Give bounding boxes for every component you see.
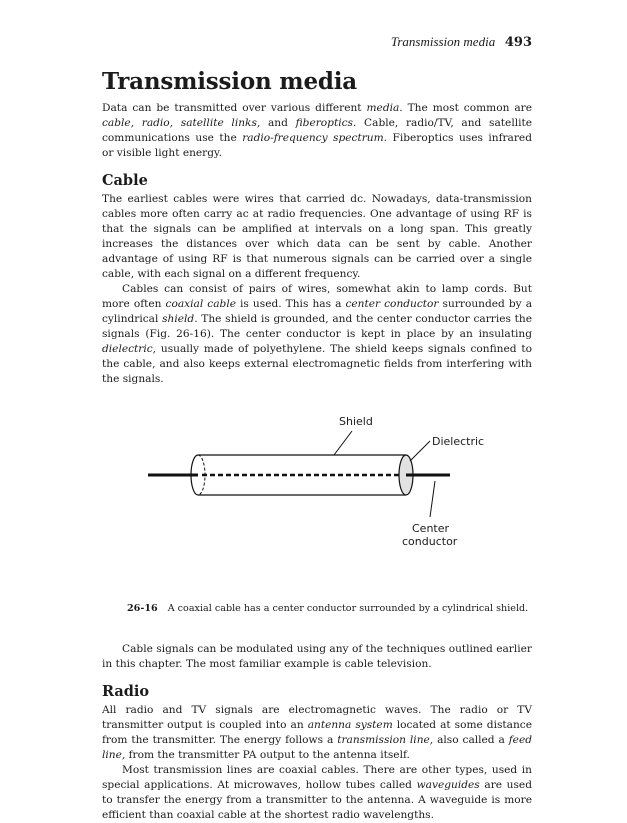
dielectric-leader-line: [410, 441, 430, 461]
emphasized-term: fiberoptics.: [295, 117, 357, 129]
coax-figure: [102, 413, 532, 593]
radio-paragraph-1: [102, 703, 532, 763]
emphasized-term: media.: [366, 102, 403, 114]
cable-paragraph-2: [102, 282, 532, 387]
center-label-line1: Center: [412, 522, 450, 535]
text-run: All radio and TV signals are electromagnetic waves. The radio or TV transmitter output is coupled into an: [102, 704, 532, 731]
figure-caption: [127, 601, 532, 616]
dielectric-label: Dielectric: [432, 435, 485, 448]
text-run: and: [260, 117, 296, 129]
emphasized-term: shield.: [162, 313, 198, 325]
text-run: Fiberoptics uses infrared or visible light energy.: [102, 132, 532, 159]
emphasized-term: radio-frequency spectrum.: [242, 132, 388, 144]
radio-heading: Radio: [102, 683, 150, 700]
text-run: Cable signals can be modulated using any of the techniques outlined earlier in this chapter. The most familiar example is cable television.: [102, 643, 532, 670]
page-content: [102, 68, 532, 823]
cable-paragraph-3: [102, 642, 532, 672]
figure-number: 26-16: [127, 603, 158, 614]
text-run: The most common are: [402, 102, 532, 114]
emphasized-term: coaxial cable: [165, 298, 236, 310]
emphasized-term: transmission line,: [337, 734, 434, 746]
section-title: Transmission media: [102, 68, 358, 95]
shield-leader-line: [334, 431, 352, 455]
emphasized-term: waveguides: [416, 779, 480, 791]
text-run: The earliest cables were wires that carried dc. Nowadays, data-transmission cables more often carry ac at radio frequencies. One advantage of using RF is that the signals can be amplified at intervals on a long span. This greatly increases the distances over which data can be sent by cable. Another advantage of using RF is that numerous signals can be carried over a single cable, with each signal on a different frequency.: [102, 193, 532, 280]
cable-heading: Cable: [102, 172, 148, 189]
text-run: Cable, radio/TV, and satellite communications use the: [102, 117, 533, 144]
text-run: located at some distance from the transmitter. The energy follows a: [102, 719, 532, 746]
center-leader-line: [430, 481, 435, 517]
radio-paragraph-2: [102, 763, 532, 823]
text-run: Data can be transmitted over various different: [102, 102, 367, 114]
text-run: from the transmitter PA output to the antenna itself.: [125, 749, 410, 761]
coax-cable-diagram: [102, 413, 532, 553]
center-label-line2: conductor: [402, 535, 458, 548]
text-run: Cables can consist of pairs of wires, somewhat akin to lamp cords. But more often: [102, 283, 532, 310]
text-run: Most transmission lines are coaxial cables. There are other types, used in special applications. At microwaves, hollow tubes called: [102, 764, 532, 791]
text-run: usually made of polyethylene. The shield keeps signals confined to the cable, and also keeps external electromagnetic fields from interfering with the signals.: [102, 343, 532, 385]
text-run: is used. This has a: [235, 298, 346, 310]
figure-caption-text: A coaxial cable has a center conductor surrounded by a cylindrical shield.: [167, 603, 529, 614]
running-head: [391, 34, 532, 50]
text-run: The shield is grounded, and the center conductor carries the signals (Fig. 26-16). The center conductor is kept in place by an insulating: [102, 313, 532, 340]
cable-paragraph-1: [102, 192, 532, 282]
emphasized-term: antenna system: [307, 719, 393, 731]
emphasized-term: feed line,: [102, 734, 532, 761]
page-number: 493: [504, 35, 532, 50]
running-head-title: Transmission media: [390, 34, 496, 49]
shield-label: Shield: [339, 415, 373, 428]
text-run: surrounded by a cylindrical: [102, 298, 533, 325]
emphasized-term: center conductor: [345, 298, 439, 310]
emphasized-term: cable, radio, satellite links,: [102, 117, 261, 129]
text-run: also called a: [433, 734, 509, 746]
emphasized-term: dielectric,: [102, 343, 157, 355]
text-run: are used to transfer the energy from a transmitter to the antenna. A waveguide is more efficient than coaxial cable at the shortest radio wavelengths.: [102, 779, 532, 821]
intro-paragraph: [102, 101, 532, 161]
